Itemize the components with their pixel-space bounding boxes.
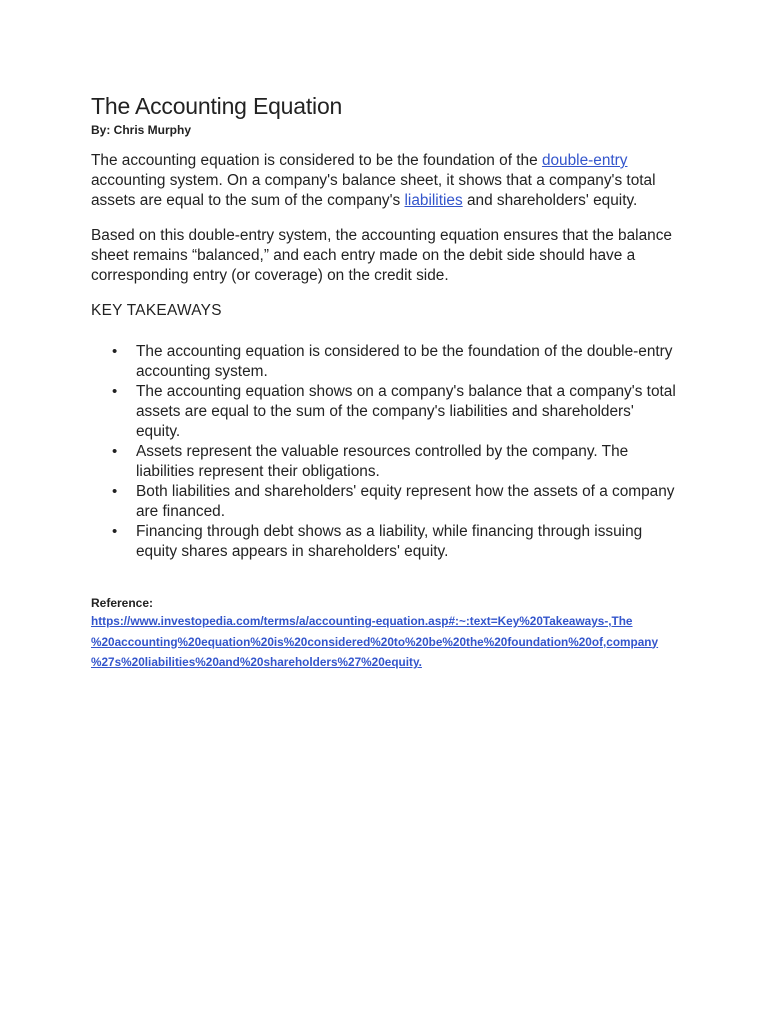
takeaway-text: The accounting equation shows on a company's balance that a company's total assets are equal to the sum of the company's liabilities and shareholders' equity. xyxy=(136,383,676,440)
intro-text-end: and shareholders' equity. xyxy=(462,192,638,209)
intro-paragraph xyxy=(91,151,681,211)
takeaway-text: Both liabilities and shareholders' equity represent how the assets of a company are financed. xyxy=(136,483,675,520)
list-item xyxy=(91,342,678,382)
reference-label: Reference: xyxy=(91,596,154,610)
intro-text-start: The accounting equation is considered to be the foundation of the xyxy=(91,152,542,169)
takeaway-text: The accounting equation is considered to be the foundation of the double-entry accounting system. xyxy=(136,343,673,380)
bullet-icon: • xyxy=(112,343,118,360)
takeaway-text: Assets represent the valuable resources controlled by the company. The liabilities represent their obligations. xyxy=(136,443,629,480)
reference-link-line: https://www.investopedia.com/terms/a/accounting-equation.asp#:~:text=Key%20Takeaways-,The xyxy=(91,614,633,628)
takeaway-text: Financing through debt shows as a liability, while financing through issuing equity shares appears in shareholders' equity. xyxy=(136,523,643,560)
reference-link-line: %20accounting%20equation%20is%20considered%20to%20be%20the%20foundation%20of,company xyxy=(91,634,659,649)
list-item xyxy=(91,482,678,522)
bullet-icon: • xyxy=(112,443,118,460)
double-entry-link[interactable]: double-entry xyxy=(541,152,628,169)
bullet-icon: • xyxy=(112,483,118,500)
document-page xyxy=(91,92,691,673)
document-title: The Accounting Equation xyxy=(91,93,343,119)
list-item xyxy=(91,442,678,482)
reference-link-line: %27s%20liabilities%20and%20shareholders%27%20equity. xyxy=(91,655,422,669)
liabilities-link[interactable]: liabilities xyxy=(404,192,463,209)
balance-paragraph: Based on this double-entry system, the accounting equation ensures that the balance sheet remains “balanced,” and each entry made on the debit side should have a corresponding entry (or coverage) on the credit side. xyxy=(91,227,672,284)
intro-text-middle: accounting system. On a company's balance sheet, it shows that a company's total assets are equal to the sum of the company's xyxy=(91,172,656,209)
author-byline: By: Chris Murphy xyxy=(91,123,192,137)
list-item xyxy=(91,382,678,442)
takeaways-list xyxy=(91,342,691,562)
reference-link[interactable] xyxy=(91,611,691,673)
bullet-icon: • xyxy=(112,383,118,400)
bullet-icon: • xyxy=(112,523,118,540)
key-takeaways-heading: KEY TAKEAWAYS xyxy=(91,302,222,319)
list-item xyxy=(91,522,678,562)
